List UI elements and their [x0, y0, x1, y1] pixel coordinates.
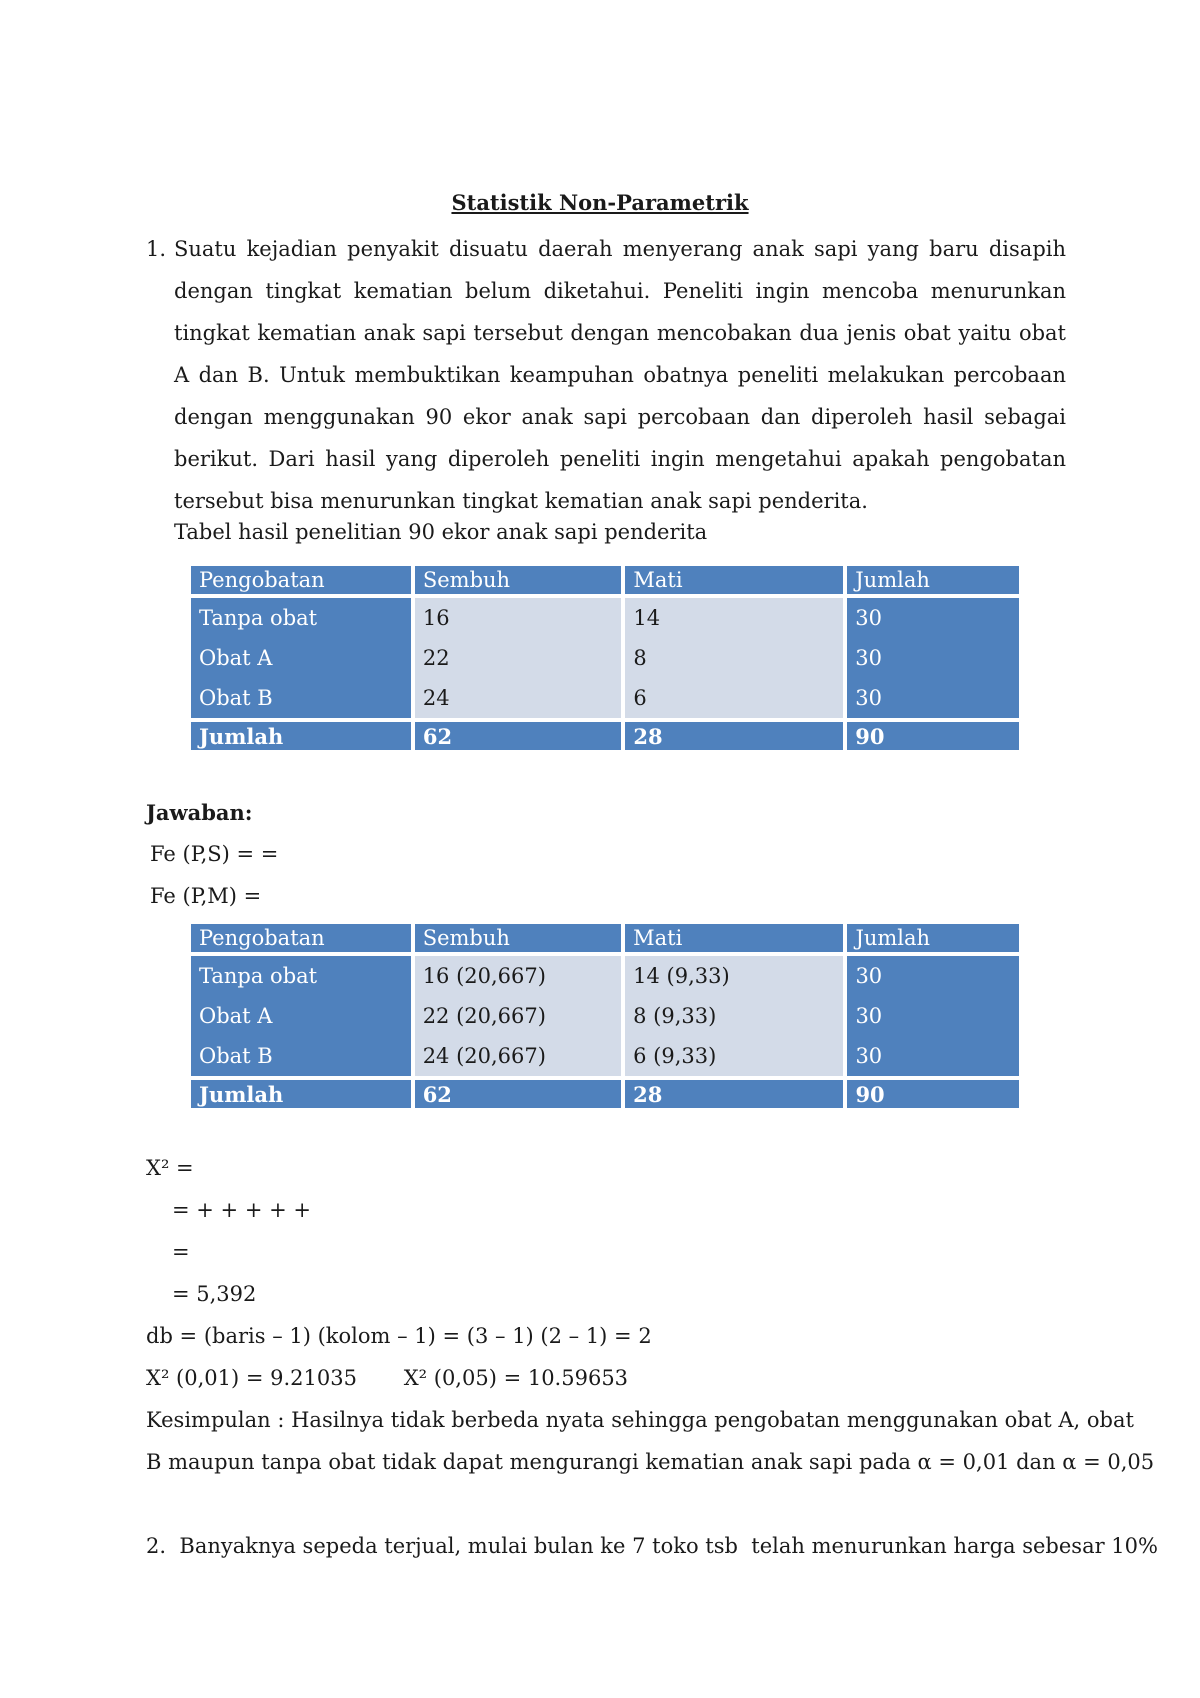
table-cell: 6	[625, 678, 843, 718]
header-cell: Sembuh	[415, 924, 621, 952]
table-cell: 30	[847, 598, 1019, 638]
header-cell: Mati	[625, 566, 843, 594]
table-cell: 30	[847, 956, 1019, 996]
table-caption: Tabel hasil penelitian 90 ekor anak sapi penderita	[174, 520, 708, 544]
question-1-text: Suatu kejadian penyakit disuatu daerah menyerang anak sapi yang baru disapih dengan tingkat kematian belum diketahui. Peneliti ingin mencoba menurunkan tingkat kematian anak sapi tersebut dengan mencobakan dua jenis obat yaitu obat A dan B. Untuk membuktikan keampuhan obatnya peneliti melakukan percobaan dengan menggunakan 90 ekor anak sapi percobaan dan diperoleh hasil sebagai berikut. Dari hasil yang diperoleh peneliti ingin mengetahui apakah pengobatan tersebut bisa menurunkan tingkat kematian anak sapi penderita.	[174, 237, 1066, 513]
table-cell: 24 (20,667)	[415, 1036, 621, 1076]
header-cell: Mati	[625, 924, 843, 952]
chi-square-line-1: X² =	[146, 1156, 194, 1180]
row-label: Obat A	[191, 638, 411, 678]
results-table	[187, 566, 1023, 750]
chi-square-line-2: = + + + + +	[172, 1198, 311, 1222]
conclusion-line-2: B maupun tanpa obat tidak dapat mengurangi kematian anak sapi pada α = 0,01 dan α = 0,05	[146, 1450, 1155, 1474]
row-label: Tanpa obat	[191, 598, 411, 638]
table-cell: 30	[847, 1036, 1019, 1076]
degrees-of-freedom: db = (baris – 1) (kolom – 1) = (3 – 1) (2 – 1) = 2	[146, 1324, 652, 1348]
header-cell: Jumlah	[847, 566, 1019, 594]
table-cell: 6 (9,33)	[625, 1036, 843, 1076]
question-number: 1.	[146, 237, 167, 261]
footer-cell: Jumlah	[191, 1080, 411, 1108]
table-row	[191, 1036, 1019, 1076]
fe-ps-formula: Fe (P,S) = =	[150, 842, 279, 866]
fe-pm-formula: Fe (P,M) =	[150, 884, 262, 908]
table-cell: 16	[415, 598, 622, 638]
table-row	[191, 996, 1019, 1036]
table-cell: 22	[415, 638, 622, 678]
footer-cell: 90	[847, 722, 1019, 750]
table-cell: 24	[415, 678, 622, 718]
table-cell: 8	[625, 638, 843, 678]
row-label: Tanpa obat	[191, 956, 411, 996]
row-label: Obat B	[191, 1036, 411, 1076]
footer-cell: Jumlah	[191, 722, 411, 750]
table-footer-row	[191, 1080, 1019, 1108]
question-1	[146, 228, 1066, 522]
page-title: Statistik Non-Parametrik	[451, 190, 749, 215]
header-cell: Pengobatan	[191, 924, 411, 952]
footer-cell: 62	[415, 722, 622, 750]
table-cell: 8 (9,33)	[625, 996, 843, 1036]
row-label: Obat A	[191, 996, 411, 1036]
expected-values-table	[187, 924, 1023, 1108]
conclusion-line-1: Kesimpulan : Hasilnya tidak berbeda nyata sehingga pengobatan menggunakan obat A, obat	[146, 1408, 1134, 1432]
table-cell: 22 (20,667)	[415, 996, 621, 1036]
footer-cell: 28	[625, 1080, 843, 1108]
table-cell: 14	[625, 598, 843, 638]
table-row	[191, 956, 1019, 996]
question-2: 2. Banyaknya sepeda terjual, mulai bulan ke 7 toko tsb telah menurunkan harga sebesar 10%	[146, 1534, 1158, 1558]
table-row	[191, 638, 1019, 678]
footer-cell: 62	[415, 1080, 621, 1108]
table-cell: 16 (20,667)	[415, 956, 621, 996]
table-footer-row	[191, 722, 1019, 750]
footer-cell: 28	[625, 722, 843, 750]
table-header-row	[191, 566, 1019, 594]
critical-values: X² (0,01) = 9.21035 X² (0,05) = 10.59653	[146, 1366, 629, 1390]
row-label: Obat B	[191, 678, 411, 718]
table-cell: 14 (9,33)	[625, 956, 843, 996]
answer-label: Jawaban:	[146, 800, 253, 825]
header-cell: Pengobatan	[191, 566, 411, 594]
table-cell: 30	[847, 638, 1019, 678]
chi-square-result: = 5,392	[172, 1282, 257, 1306]
table-row	[191, 678, 1019, 718]
header-cell: Sembuh	[415, 566, 622, 594]
chi-square-line-3: =	[172, 1240, 190, 1264]
table-cell: 30	[847, 996, 1019, 1036]
table-header-row	[191, 924, 1019, 952]
footer-cell: 90	[847, 1080, 1019, 1108]
table-row	[191, 598, 1019, 638]
table-cell: 30	[847, 678, 1019, 718]
header-cell: Jumlah	[847, 924, 1019, 952]
